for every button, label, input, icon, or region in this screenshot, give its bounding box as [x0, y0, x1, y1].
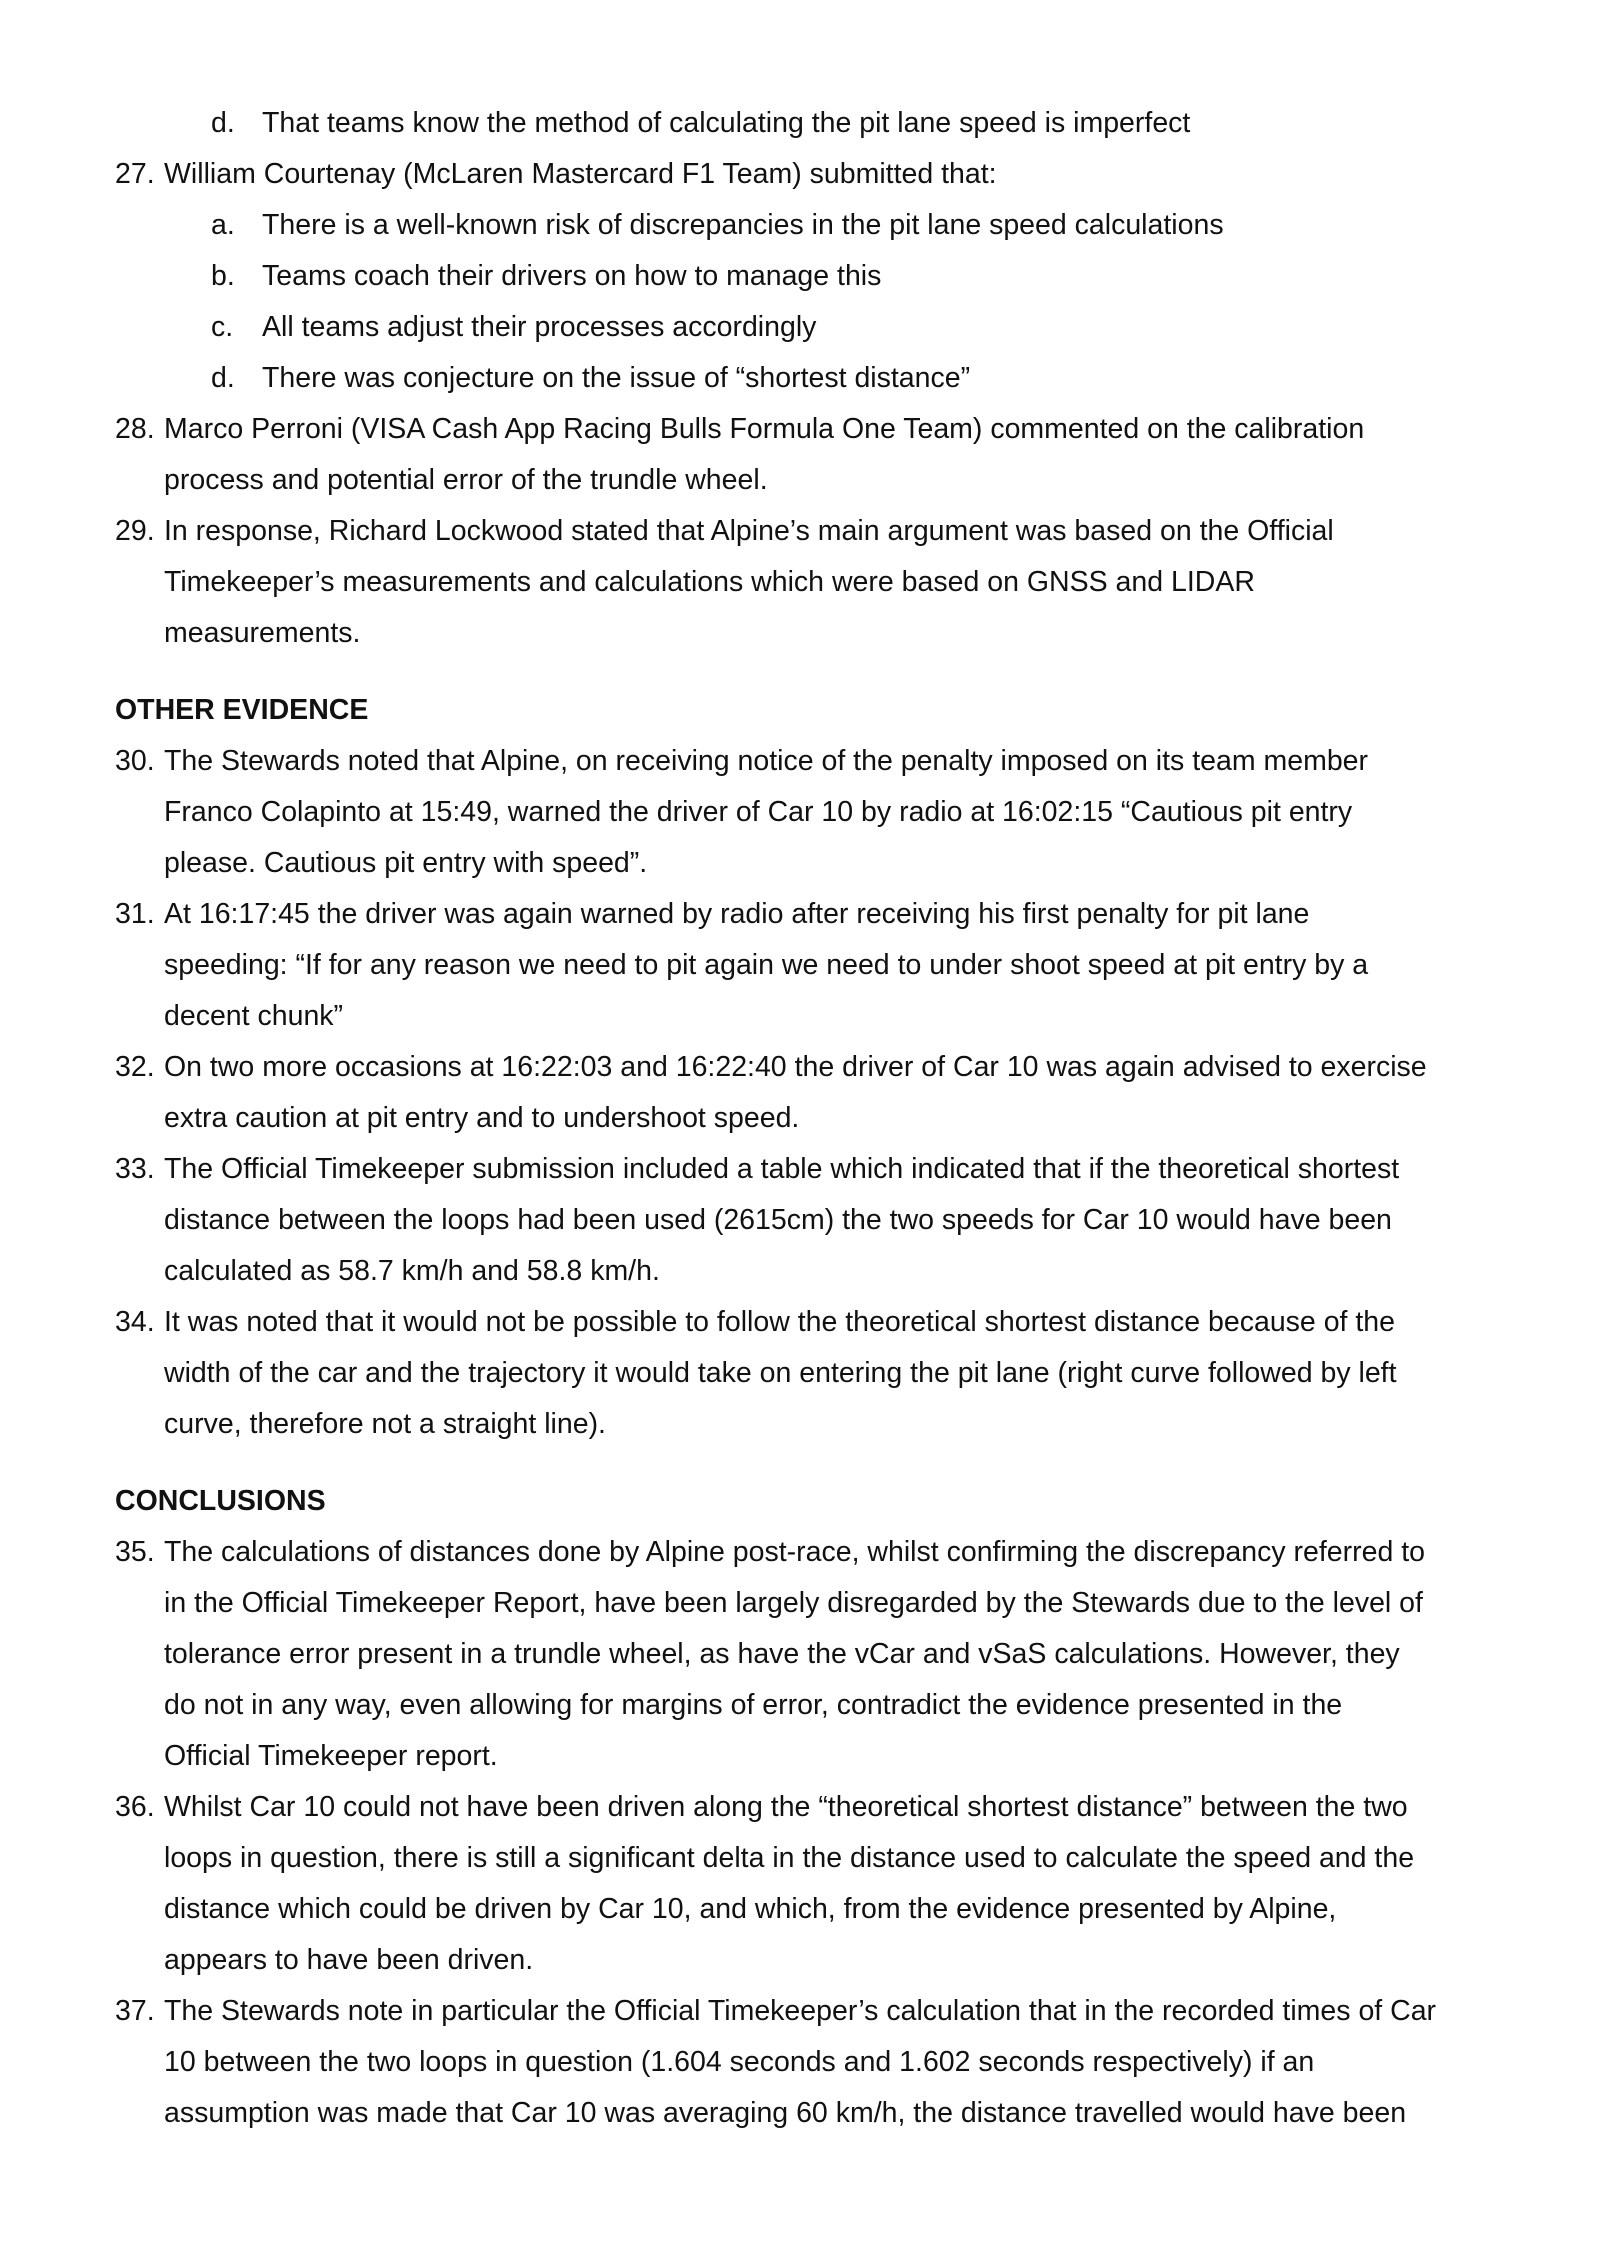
item-text: The calculations of distances done by Alpine post-race, whilst confirming the discrepancy referred to	[164, 1536, 1425, 1568]
item-number: 30.	[115, 745, 155, 777]
item-text: measurements.	[164, 617, 361, 649]
item-text: curve, therefore not a straight line).	[164, 1408, 606, 1440]
item-text: The Stewards note in particular the Official Timekeeper’s calculation that in the recorded times of Car	[164, 1995, 1437, 2027]
sub-item-label: d.	[211, 107, 235, 139]
item-text: please. Cautious pit entry with speed”.	[164, 847, 648, 879]
item-text: process and potential error of the trundle wheel.	[164, 464, 768, 496]
sub-item-text: All teams adjust their processes accordingly	[262, 311, 817, 343]
item-number: 29.	[115, 515, 155, 547]
sub-item-label: a.	[211, 209, 235, 241]
item-text: Timekeeper’s measurements and calculations which were based on GNSS and LIDAR	[164, 566, 1255, 598]
item-number: 28.	[115, 413, 155, 445]
item-text: The Official Timekeeper submission included a table which indicated that if the theoretical shortest	[164, 1153, 1400, 1185]
item-text: speeding: “If for any reason we need to pit again we need to under shoot speed at pit entry by a	[164, 949, 1369, 981]
item-text: Marco Perroni (VISA Cash App Racing Bulls Formula One Team) commented on the calibration	[164, 413, 1365, 445]
item-text: tolerance error present in a trundle wheel, as have the vCar and vSaS calculations. However, they	[164, 1638, 1400, 1670]
item-text: decent chunk”	[164, 1000, 344, 1032]
item-number: 27.	[115, 158, 155, 190]
item-text: distance which could be driven by Car 10, and which, from the evidence presented by Alpine,	[164, 1893, 1337, 1925]
sub-item-text: Teams coach their drivers on how to manage this	[262, 260, 882, 292]
item-text: in the Official Timekeeper Report, have been largely disregarded by the Stewards due to the level of	[164, 1587, 1423, 1619]
sub-item-text: There was conjecture on the issue of “shortest distance”	[262, 362, 971, 394]
item-number: 32.	[115, 1051, 155, 1083]
item-text: extra caution at pit entry and to undershoot speed.	[164, 1102, 800, 1134]
item-text: Whilst Car 10 could not have been driven along the “theoretical shortest distance” between the two	[164, 1791, 1408, 1823]
item-text: On two more occasions at 16:22:03 and 16:22:40 the driver of Car 10 was again advised to exercise	[164, 1051, 1427, 1083]
item-text: appears to have been driven.	[164, 1944, 534, 1976]
section-heading-text: OTHER EVIDENCE	[115, 694, 369, 726]
item-text: distance between the loops had been used (2615cm) the two speeds for Car 10 would have been	[164, 1204, 1392, 1236]
item-number: 37.	[115, 1995, 155, 2027]
sub-item-label: c.	[211, 311, 234, 343]
sub-item-label: b.	[211, 260, 235, 292]
sub-item-text: That teams know the method of calculating the pit lane speed is imperfect	[262, 107, 1191, 139]
item-text: At 16:17:45 the driver was again warned by radio after receiving his first penalty for pit lane	[164, 898, 1310, 930]
item-number: 35.	[115, 1536, 155, 1568]
item-text: Official Timekeeper report.	[164, 1740, 498, 1772]
item-text: loops in question, there is still a significant delta in the distance used to calculate the speed and the	[164, 1842, 1415, 1874]
item-number: 33.	[115, 1153, 155, 1185]
item-text: William Courtenay (McLaren Mastercard F1 Team) submitted that:	[164, 158, 997, 190]
item-number: 31.	[115, 898, 155, 930]
section-heading-text: CONCLUSIONS	[115, 1485, 326, 1517]
item-text: The Stewards noted that Alpine, on receiving notice of the penalty imposed on its team member	[164, 745, 1369, 777]
item-text: do not in any way, even allowing for margins of error, contradict the evidence presented in the	[164, 1689, 1343, 1721]
sub-item-text: There is a well-known risk of discrepancies in the pit lane speed calculations	[262, 209, 1224, 241]
sub-item-label: d.	[211, 362, 235, 394]
item-text: In response, Richard Lockwood stated that Alpine’s main argument was based on the Official	[164, 515, 1334, 547]
item-text: It was noted that it would not be possible to follow the theoretical shortest distance because of the	[164, 1306, 1395, 1338]
item-text: 10 between the two loops in question (1.604 seconds and 1.602 seconds respectively) if an	[164, 2046, 1315, 2078]
item-number: 34.	[115, 1306, 155, 1338]
item-text: assumption was made that Car 10 was averaging 60 km/h, the distance travelled would have been	[164, 2097, 1407, 2129]
item-text: width of the car and the trajectory it would take on entering the pit lane (right curve followed by left	[164, 1357, 1397, 1389]
item-number: 36.	[115, 1791, 155, 1823]
item-text: Franco Colapinto at 15:49, warned the driver of Car 10 by radio at 16:02:15 “Cautious pit entry	[164, 796, 1353, 828]
item-text: calculated as 58.7 km/h and 58.8 km/h.	[164, 1255, 660, 1287]
